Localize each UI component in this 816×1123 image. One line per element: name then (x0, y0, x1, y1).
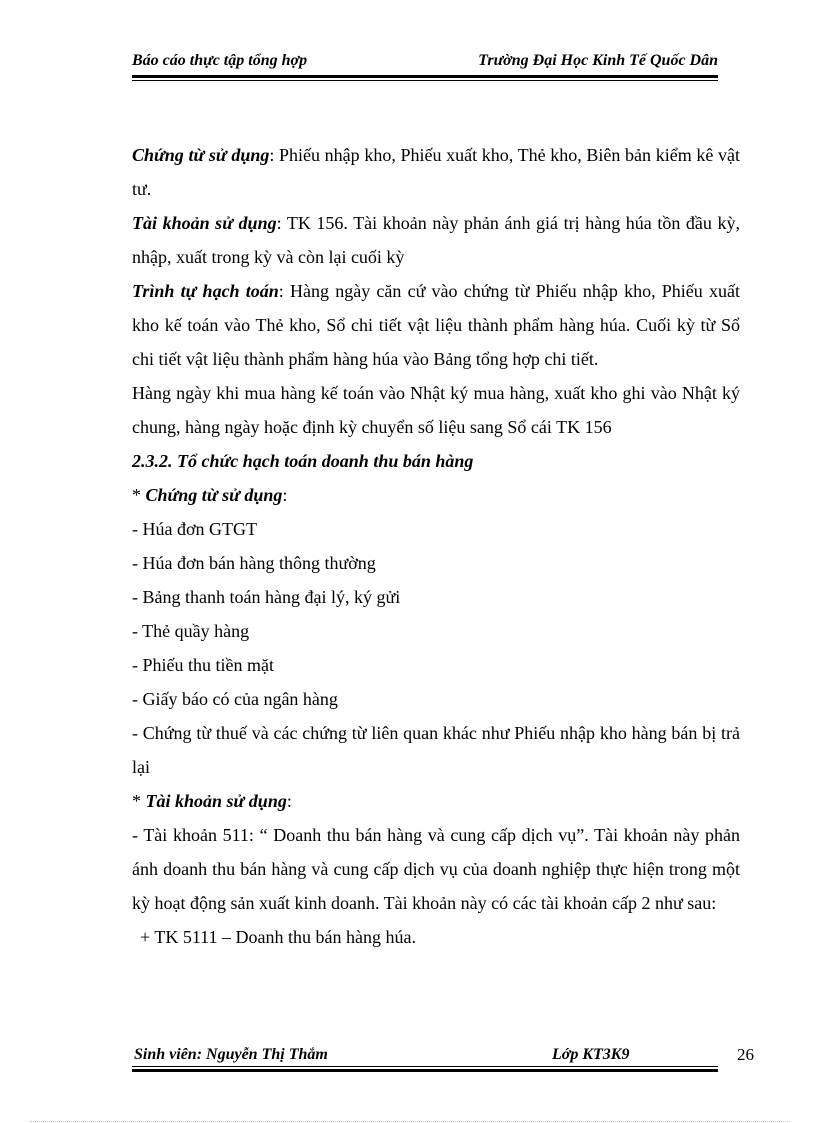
list-item: - Bảng thanh toán hàng đại lý, ký gửi (132, 587, 401, 607)
page-number: 26 (737, 1045, 754, 1064)
label-docs: Chứng từ sử dụng (145, 485, 283, 505)
sub-list-item: + TK 5111 – Doanh thu bán hàng húa. (140, 927, 416, 947)
page-header (132, 50, 718, 76)
list-item: - Giấy báo có của ngân hàng (132, 689, 338, 709)
footer-class: Lớp KT3K9 (552, 1046, 630, 1063)
paragraph-acct-heading (132, 784, 740, 818)
docs-bullet: * (132, 485, 146, 505)
text-documents-used: : Phiếu nhập kho, Phiếu xuất kho, Thẻ kho, Biên bản kiểm kê vật tư. (132, 145, 740, 199)
list-item: - Húa đơn bán hàng thông thường (132, 553, 376, 573)
header-rule-thin (132, 80, 718, 81)
footer-student: Sinh viên: Nguyễn Thị Thắm (134, 1046, 328, 1063)
paragraph-account-used (132, 206, 740, 274)
paragraph-accounting-procedure (132, 274, 740, 376)
paragraph-documents-used (132, 138, 740, 206)
header-rule-thick (132, 75, 718, 78)
text-account-used: : TK 156. Tài khoản này phản ánh giá trị hàng húa tồn đầu kỳ, nhập, xuất trong kỳ và còn lại cuối kỳ (132, 213, 741, 267)
footer-rule-thick (132, 1069, 718, 1072)
section-heading: 2.3.2. Tổ chức hạch toán doanh thu bán hàng (132, 451, 474, 471)
page-edge-divider (30, 1121, 790, 1122)
paragraph-daily-purchases: Hàng ngày khi mua hàng kế toán vào Nhật ký mua hàng, xuất kho ghi vào Nhật ký chung, hàng ngày hoặc định kỳ chuyển số liệu sang Sổ cái TK 156 (132, 383, 740, 437)
docs-colon: : (282, 485, 288, 505)
header-university: Trường Đại Học Kinh Tế Quốc Dân (478, 52, 718, 69)
footer-rule-thin (132, 1066, 718, 1067)
list-item: - Thẻ quầy hàng (132, 621, 250, 641)
paragraph-account-511: - Tài khoản 511: “ Doanh thu bán hàng và cung cấp dịch vụ”. Tài khoản này phản ánh doanh thu bán hàng và cung cấp dịch vụ của doanh nghiệp thực hiện trong một kỳ hoạt động sản xuất kinh doanh. Tài khoản này có các tài khoản cấp 2 như sau: (132, 825, 740, 913)
paragraph-docs-heading (132, 478, 740, 512)
header-report-title: Báo cáo thực tập tổng hợp (132, 52, 308, 69)
label-account-used: Tài khoản sử dụng (132, 213, 277, 233)
list-item: - Húa đơn GTGT (132, 519, 257, 539)
label-accounting-procedure: Trình tự hạch toán (132, 281, 279, 301)
acct-colon: : (286, 791, 292, 811)
list-item: - Chứng từ thuế và các chứng từ liên quan khác như Phiếu nhập kho hàng bán bị trả lại (132, 723, 740, 777)
page-footer (132, 1044, 718, 1068)
document-body (132, 138, 740, 954)
list-item: - Phiếu thu tiền mặt (132, 655, 274, 675)
label-acct: Tài khoản sử dụng (145, 791, 287, 811)
acct-bullet: * (132, 791, 146, 811)
label-documents-used: Chứng từ sử dụng (132, 145, 270, 165)
text-accounting-procedure: : Hàng ngày căn cứ vào chứng từ Phiếu nhập kho, Phiếu xuất kho kế toán vào Thẻ kho, Sổ chi tiết vật liệu thành phẩm hàng húa. Cuối kỳ từ Sổ chi tiết vật liệu thành phẩm hàng húa vào Bảng tổng hợp chi tiết. (132, 281, 740, 369)
